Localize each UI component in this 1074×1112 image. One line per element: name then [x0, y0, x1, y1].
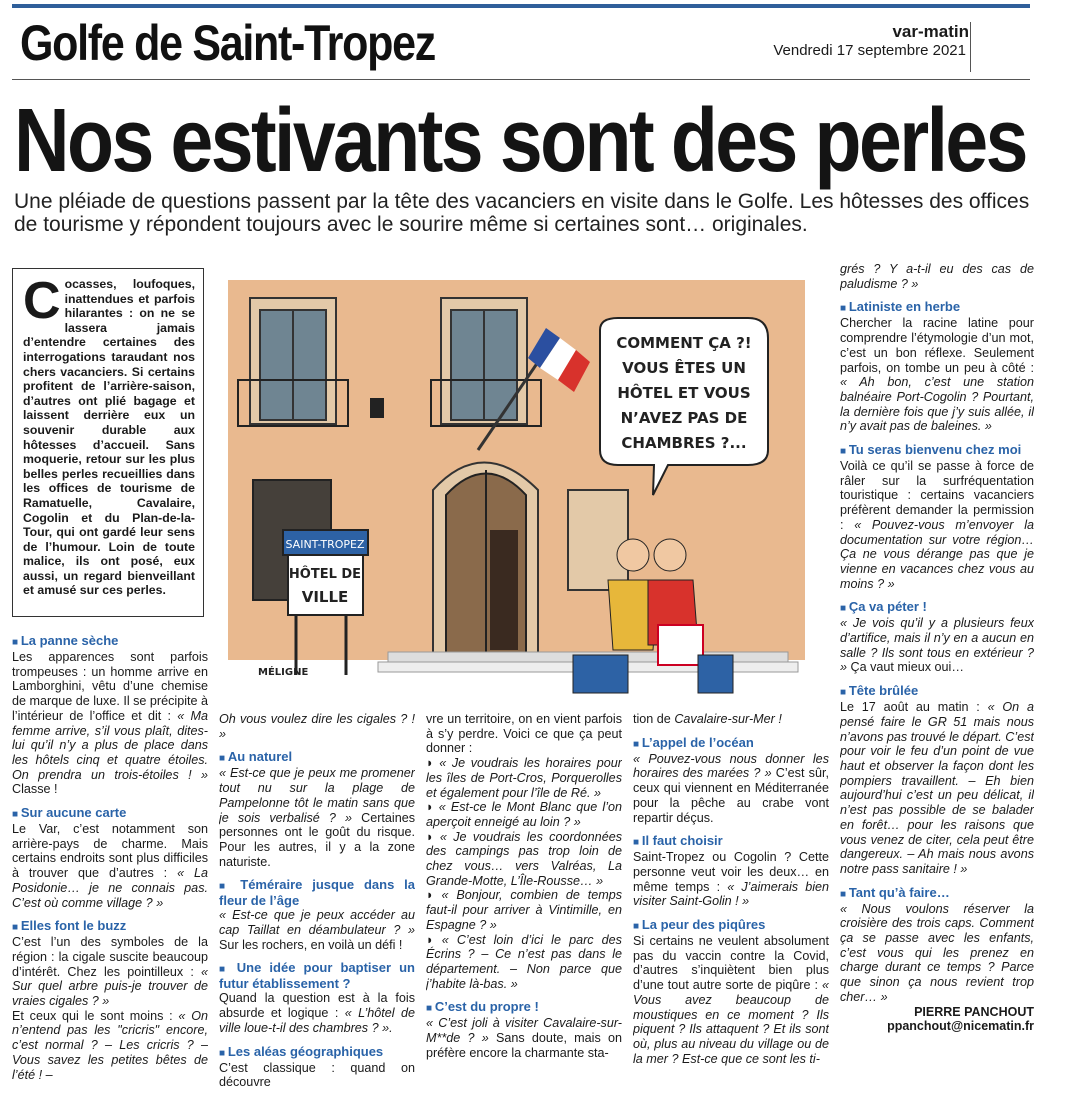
window-right: [431, 298, 541, 426]
bullet-quote: ◗ « Je voudrais les coordonnées des campings pas trop loin de chez vous… vers Valréas, La Grande-Motte, L’Île-Rousse… »: [426, 829, 622, 888]
subheading: ■ La peur des piqûres: [633, 918, 829, 934]
bullet-quote: ◗ « C’est loin d’ici le parc des Écrins ? – Ce n’est pas dans le département. – Non parce que j’habite là-bas. »: [426, 932, 622, 991]
cartoon-illustration: [228, 280, 805, 700]
header-divider: [970, 22, 971, 72]
paragraph: Si certains ne veulent absolument pas du vaccin contre la Covid, d’autres s’inquiètent bien plus d’une tout autre sorte de piqûre : « Vous avez beaucoup de moustiques en ce moment ? Ils piquent ? Ils attaquent ? Et ils sont où, plus au niveau du village ou de la mer ? Est-ce que ce sont les ti-: [633, 934, 829, 1066]
bubble-line: HÔTEL ET VOUS: [617, 384, 751, 402]
artist-signature: MÉLIGNE: [258, 667, 309, 678]
deck: Une pléiade de questions passent par la tête des vacanciers en visite dans le Golfe. Les hôtesses des offices de tourisme y répondent toujours avec le sourire même si certaines sont… originales.: [14, 190, 1030, 236]
column-1: [12, 632, 208, 1110]
paragraph: Saint-Tropez ou Cogolin ? Cette personne veut voir les deux… en même temps : « J’aimerais bien visiter Saint-Golin ! »: [633, 850, 829, 909]
bubble-line: N’AVEZ PAS DE: [620, 409, 748, 427]
paragraph: Le 17 août au matin : « On a pensé faire le GR 51 mais nous n’avons pas trouvé le départ. C’est pour voir le feu d’un point de vue haut et observer la façon dont les pompiers travaillent. – Eh bien aujourd’hui c’est un peu délicat, il n’est pas possible de se balader en forêt… pour les raisons que vous venez de citer, cela peut être dangereux. – Ah mais nous avons notre pass sanitaire ! »: [840, 700, 1034, 876]
svg-text:HÔTEL DE: HÔTEL DE: [288, 567, 362, 582]
window-left: [238, 298, 348, 426]
paragraph: Et ceux qui le sont moins : « On n’entend pas les "cricris" encore, c’est normal ? – Les cricris ? – Vous savez les petites bêtes de l’été ! –: [12, 1008, 208, 1082]
paragraph: tion de Cavalaire-sur-Mer !: [633, 712, 782, 726]
intro-box: [12, 268, 204, 617]
column-3: [426, 712, 622, 1108]
header-rule: [12, 79, 1030, 80]
wall-lamp: [370, 398, 384, 418]
intro-text: ocasses, loufoques, inattendues et parfois hilarantes : on ne se lassera jamais d’entendre certaines des interrogations taraudant nos chers vacanciers. Si certains profitent de l’arrière-saison, d’autres ont plié bagage et laissent derrière eux un souvenir durable aux hôtesses d’accueil. Sans moquerie, retour sur les plus belles perles recueillies dans les offices de tourisme de Ramatuelle, Cavalaire, Cogolin et du Plan-de-la-Tour, qui ont gardé leur sens de l’humour. Loin de toute malice, ils ont posé, eux aussi, un regard bienveillant et amusé sur ces perles.: [23, 277, 195, 598]
paragraph: grés ? Y a-t-il eu des cas de paludisme ? »: [840, 262, 1034, 291]
paragraph: Quand la question est à la fois absurde et logique : « L’hôtel de ville loue-t-il des chambres ? ».: [219, 991, 415, 1035]
paragraph: « Est-ce que je peux me promener tout nu sur la plage de Pampelonne tôt le matin sans que je sois verbalisé ? » Certaines personnes ont le goût du risque. Pour les autres, il y a la zone naturiste.: [219, 766, 415, 869]
bullet-quote: ◗ « Je voudrais les horaires pour les îles de Port-Cros, Porquerolles et également pour l’île de Ré. »: [426, 756, 622, 800]
subheading: ■ Téméraire jusque dans la fleur de l’âge: [219, 878, 415, 908]
subheading: ■ Une idée pour baptiser un futur établissement ?: [219, 961, 415, 991]
newspaper-brand: var-matin: [892, 22, 969, 41]
subheading: ■ L’appel de l’océan: [633, 736, 829, 752]
subheading: ■ Au naturel: [219, 750, 415, 766]
paragraph: Chercher la racine latine pour comprendre l’étymologie d’un mot, c’est un bon réflexe. Seulement parfois, on tombe un peu à côté : « Ah bon, c’est une station balnéaire Port-Cogolin ? Pourtant, la dernière fois que j’y suis allée, il n’y avait pas de baleines. »: [840, 316, 1034, 434]
subheading: ■ Les aléas géographiques: [219, 1045, 415, 1061]
dropcap: C: [23, 272, 61, 330]
subheading: ■ Tu seras bienvenu chez moi: [840, 443, 1034, 459]
paragraph: vre un territoire, on en vient parfois à s’y perdre. Voici ce que ça peut donner :: [426, 712, 622, 756]
headline: Nos estivants sont des perles: [14, 91, 1026, 191]
paragraph: « Pouvez-vous nous donner les horaires des marées ? » C’est sûr, ceux qui viennent en Méditerranée pour la pêche au crabe vont repartir déçus.: [633, 751, 829, 825]
section-title: Golfe de Saint-Tropez: [20, 15, 435, 71]
top-rule: [12, 4, 1030, 8]
publication-date: Vendredi 17 septembre 2021: [773, 42, 966, 59]
subheading: ■ Tant qu’à faire…: [840, 886, 1034, 902]
paragraph: « C’est joli à visiter Cavalaire-sur-M**de ? » Sans doute, mais on préfère encore la charmante sta-: [426, 1016, 622, 1060]
paragraph: C’est classique : quand on découvre: [219, 1060, 415, 1090]
paragraph: Le Var, c’est notamment son arrière-pays de charme. Mais certains endroits sont plus difficiles à trouver que d’autres : « La Posidonie… je ne connais pas. C’est où comme village ? »: [12, 822, 208, 910]
subheading: ■ Sur aucune carte: [12, 806, 208, 822]
svg-text:SAINT-TROPEZ: SAINT-TROPEZ: [285, 538, 365, 551]
paragraph: « Est-ce que je peux accéder au cap Taillat en déambulateur ? » Sur les rochers, en voilà un défi !: [219, 908, 415, 952]
bubble-line: VOUS ÊTES UN: [622, 359, 746, 377]
bubble-line: CHAMBRES ?...: [621, 434, 747, 452]
column-5: [840, 262, 1034, 1108]
subheading: ■ La panne sèche: [12, 634, 208, 650]
bullet-quote: ◗ « Bonjour, combien de temps faut-il pour arriver à Vintimille, en Espagne ? »: [426, 888, 622, 932]
subheading: ■ Elles font le buzz: [12, 919, 208, 935]
subheading: ■ Latiniste en herbe: [840, 300, 1034, 316]
subheading: ■ Tête brûlée: [840, 684, 1034, 700]
column-4: [633, 712, 829, 1108]
paragraph: Oh vous voulez dire les cigales ? ! »: [219, 712, 415, 741]
bullet-quote: ◗ « Est-ce le Mont Blanc que l’on aperçoit enneigé au loin ? »: [426, 800, 622, 829]
bubble-text: [616, 334, 751, 452]
paragraph: C’est l’un des symboles de la région : la cigale suscite beaucoup d’intérêt. Chez les pointilleux : « Sur quel arbre puis-je trouver de vraies cigales ? »: [12, 935, 208, 1009]
subheading: ■ C’est du propre !: [426, 1000, 622, 1016]
paragraph: Les apparences sont parfois trompeuses : un homme arrive en Lamborghini, vêtu d’une chemise de marque de luxe. Il se précipite à l’intérieur de l’office et dit : « Ma femme arrive, s’il vous plaît, dites-lui qu’il n’y a plus de place dans les hôtels cinq et quatre étoiles. On prendra un trois-étoiles ! » Classe !: [12, 650, 208, 797]
author-email[interactable]: ppanchout@nicematin.fr: [887, 1019, 1034, 1034]
paragraph: « Je vois qu’il y a plusieurs feux d’artifice, mais il n’y en a aucun en salle ? Ils sont tous en extérieur ? » Ça vaut mieux oui…: [840, 616, 1034, 675]
subheading: ■ Ça va péter !: [840, 600, 1034, 616]
svg-text:VILLE: VILLE: [301, 588, 349, 606]
paragraph: Voilà ce qu’il se passe à force de râler sur la surfréquentation touristique : certains vacanciers préfèrent demander la permission : « Pouvez-vous m’envoyer la documentation sur votre région… Ça ne vous dérange pas que je vienne en vacances chez vous au moins ? »: [840, 459, 1034, 591]
town-hall-door: [433, 463, 538, 661]
subheading: ■ Il faut choisir: [633, 834, 829, 850]
column-2: [219, 712, 415, 1108]
author-name: PIERRE PANCHOUT: [914, 1004, 1034, 1019]
bubble-line: COMMENT ÇA ?!: [616, 334, 752, 352]
paragraph: « Nous voulons réserver la croisière des trois caps. Comment ça se passe avec les enfants, c’est vous qui les prenez en charge durant ce temps ? Parce que sinon ça nous revient trop cher… »: [840, 901, 1034, 1004]
